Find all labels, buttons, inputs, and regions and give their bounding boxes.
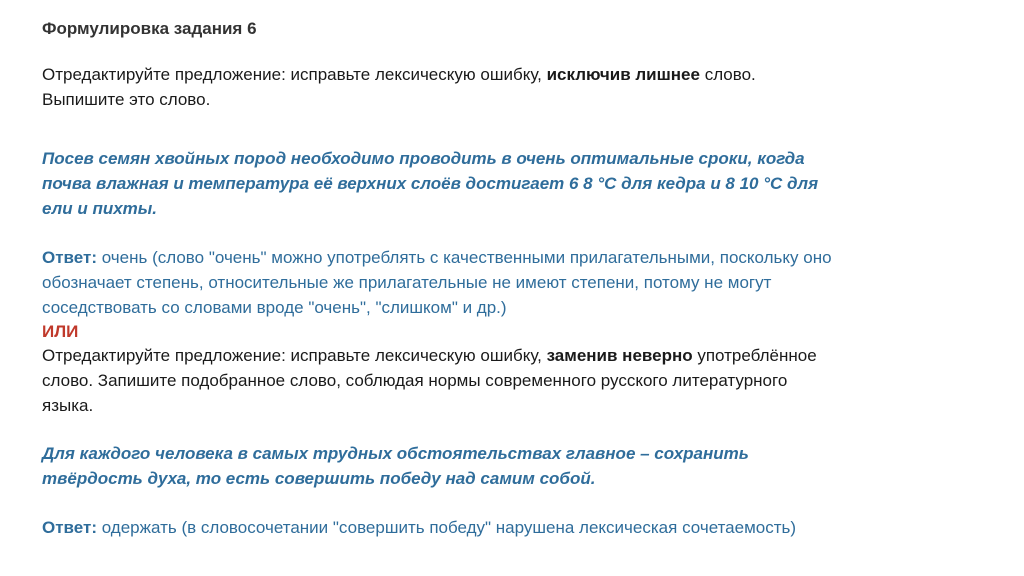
slide-title: Формулировка задания 6	[42, 19, 257, 38]
answer2-text: одержать (в словосочетании "совершить победу" нарушена лексическая сочетаемость)	[97, 518, 797, 537]
sentence2-line-1: Для каждого человека в самых трудных обстоятельствах главное – сохранить	[42, 444, 749, 463]
task-instruction-1	[42, 62, 756, 112]
task1-text-before: Отредактируйте предложение: исправьте лексическую ошибку,	[42, 65, 547, 84]
task2-text-after: употреблённое	[692, 346, 817, 365]
task2-text-before: Отредактируйте предложение: исправьте лексическую ошибку,	[42, 346, 547, 365]
sentence2-line-2: твёрдость духа, то есть совершить победу над самим собой.	[42, 469, 596, 488]
task2-line-1	[42, 343, 817, 368]
answer-2	[42, 515, 796, 540]
task1-emphasis: исключив лишнее	[546, 65, 700, 84]
task2-emphasis: заменив неверно	[546, 346, 693, 365]
sentence1-line-2: почва влажная и температура её верхних слоёв достигает 6 8 °С для кедра и 8 10 °С для	[42, 174, 819, 193]
task1-text-after: слово.	[699, 65, 756, 84]
task2-line-2: слово. Запишите подобранное слово, соблюдая нормы современного русского литературного	[42, 371, 788, 390]
sentence1-line-3: ели и пихты.	[42, 199, 158, 218]
answer1-label: Ответ:	[42, 248, 97, 267]
example-sentence-1	[42, 146, 818, 221]
answer-1	[42, 245, 832, 320]
answer2-label: Ответ:	[42, 518, 97, 537]
task1-line-1	[42, 62, 756, 87]
task-instruction-2	[42, 343, 817, 418]
answer1-line-1	[42, 245, 832, 270]
answer1-text-1: очень (слово "очень" можно употреблять с качественными прилагательными, поскольку оно	[97, 248, 832, 267]
separator-or: ИЛИ	[42, 322, 79, 341]
task1-line-2: Выпишите это слово.	[42, 90, 211, 109]
example-sentence-2	[42, 441, 749, 491]
answer1-line-2: обозначает степень, относительные же прилагательные не имеют степени, потому не могут	[42, 273, 772, 292]
answer2-line-1	[42, 515, 796, 540]
sentence1-line-1: Посев семян хвойных пород необходимо проводить в очень оптимальные сроки, когда	[42, 149, 805, 168]
task2-line-3: языка.	[42, 396, 94, 415]
answer1-line-3: соседствовать со словами вроде "очень", "слишком" и др.)	[42, 298, 507, 317]
